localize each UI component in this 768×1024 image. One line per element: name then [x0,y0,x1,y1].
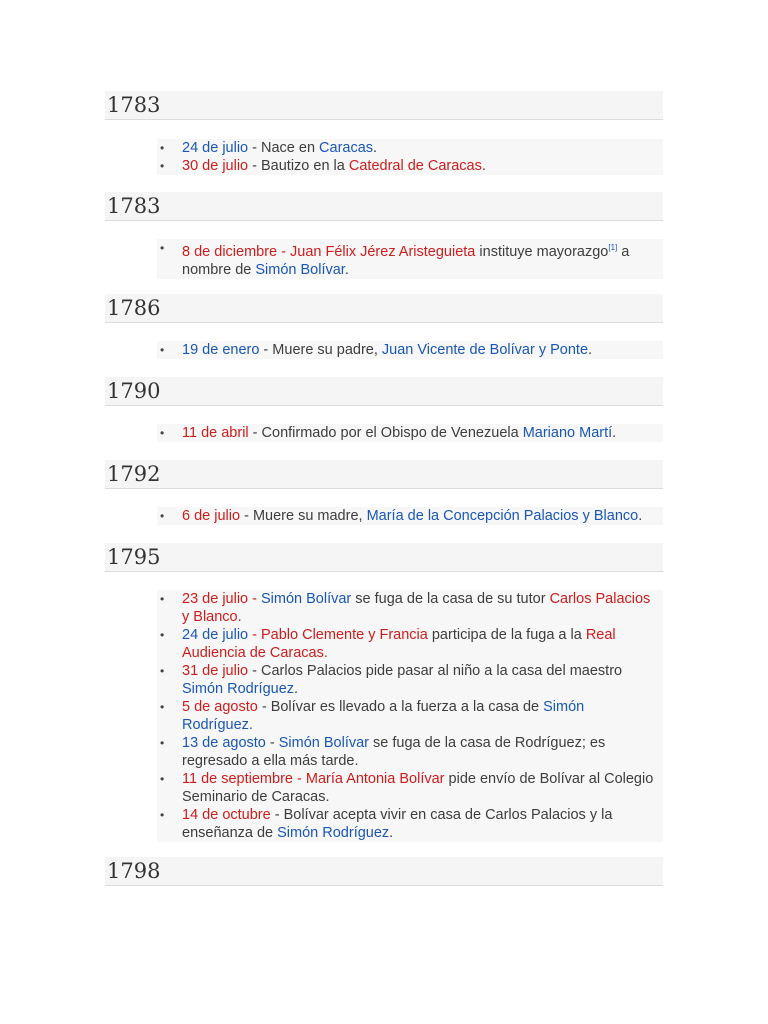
person-link[interactable]: Simón Bolívar [278,735,370,751]
date-link[interactable]: 5 de agosto [182,699,258,715]
separator: - [265,735,279,751]
event-text: Muere su madre, [252,508,367,524]
separator: - [248,627,261,643]
year-heading: 1786 [105,294,663,323]
list-item [157,734,663,770]
date-link[interactable]: 24 de julio [182,140,249,156]
list-item [157,424,663,442]
list-item [157,770,663,806]
event-end: . [481,158,486,174]
event-list [157,139,663,175]
year-heading: 1783 [105,192,663,221]
date-link[interactable]: 6 de julio [182,508,241,524]
year-heading: 1798 [105,857,663,886]
person-link[interactable]: Juan Félix Jérez Aristeguieta [290,243,476,260]
place-link[interactable]: Catedral de Caracas [348,158,482,174]
reference-link[interactable]: [1] [608,243,618,252]
person-link[interactable]: Pablo Clemente y Francia [261,627,428,643]
list-item [157,698,663,734]
list-item [157,341,663,359]
year-heading: 1790 [105,377,663,406]
separator: - [248,591,261,607]
person-link[interactable]: María de la Concepción Palacios y Blanco [366,508,639,524]
event-end: . [638,508,643,524]
year-heading: 1795 [105,543,663,572]
list-item [157,806,663,842]
list-item [157,157,663,175]
event-end: . [612,425,617,441]
event-text: pide envío de Bolívar al Colegio Seminario de Caracas. [182,771,654,805]
separator: - [292,771,306,787]
event-text-2: a nombre de [182,243,630,278]
date-link[interactable]: 23 de julio [182,591,249,607]
event-text: instituye mayorazgo [475,243,609,260]
date-link[interactable]: 8 de diciembre [182,243,278,260]
person-link[interactable]: Carlos Palacios y Blanco [182,591,651,625]
separator: - [248,158,261,174]
event-end: . [323,645,328,661]
year-heading: 1792 [105,460,663,489]
person-link[interactable]: Simón Rodríguez [182,699,585,733]
event-list [157,341,663,359]
list-item [157,590,663,626]
separator: - [248,140,261,156]
date-link[interactable]: 11 de abril [182,425,249,441]
event-end: . [294,681,299,697]
event-text: Nace en [261,140,320,156]
year-heading: 1783 [105,91,663,120]
event-list [157,507,663,525]
separator: - [257,699,271,715]
event-text: se fuga de la casa de Rodríguez; es regresado a ella más tarde. [182,735,606,769]
person-link[interactable]: Simón Rodríguez [182,681,295,697]
list-item [157,662,663,698]
event-text: Bolívar es llevado a la fuerza a la casa de [270,699,544,715]
event-end: . [389,825,394,841]
event-text: Bolívar acepta vivir en casa de Carlos Palacios y la enseñanza de [182,807,613,841]
place-link[interactable]: Caracas [319,140,374,156]
date-link[interactable]: 14 de octubre [182,807,271,823]
place-link[interactable]: Real Audiencia de Caracas [182,627,616,661]
list-item [157,139,663,157]
separator: - [277,243,290,260]
list-item [157,626,663,662]
date-link[interactable]: 11 de septiembre [182,771,293,787]
event-text: se fuga de la casa de su tutor [351,591,550,607]
date-link[interactable]: 13 de agosto [182,735,266,751]
event-text: Bautizo en la [261,158,349,174]
event-end: . [588,342,593,358]
person-link[interactable]: María Antonia Bolívar [305,771,445,787]
date-link[interactable]: 30 de julio [182,158,249,174]
event-list [157,239,663,279]
list-item [157,239,663,279]
event-text: Confirmado por el Obispo de Venezuela [261,425,523,441]
date-link[interactable]: 19 de enero [182,342,260,358]
event-end: . [344,261,349,278]
date-link[interactable]: 24 de julio [182,627,249,643]
person-link[interactable]: Simón Bolívar [255,261,345,278]
separator: - [248,663,261,679]
person-link[interactable]: Simón Bolívar [261,591,352,607]
separator: - [259,342,273,358]
separator: - [248,425,262,441]
event-text: participa de la fuga a la [427,627,586,643]
event-end: . [373,140,378,156]
person-link[interactable]: Simón Rodríguez [277,825,390,841]
event-end: . [248,717,253,733]
event-text: Carlos Palacios pide pasar al niño a la casa del maestro [261,663,623,679]
person-link[interactable]: Mariano Martí [522,425,613,441]
person-link[interactable]: Juan Vicente de Bolívar y Ponte [381,342,589,358]
separator: - [270,807,284,823]
date-link[interactable]: 31 de julio [182,663,249,679]
list-item [157,507,663,525]
event-list [157,590,663,842]
separator: - [240,508,253,524]
event-end: . [237,609,242,625]
event-list [157,424,663,442]
event-text: Muere su padre, [272,342,382,358]
